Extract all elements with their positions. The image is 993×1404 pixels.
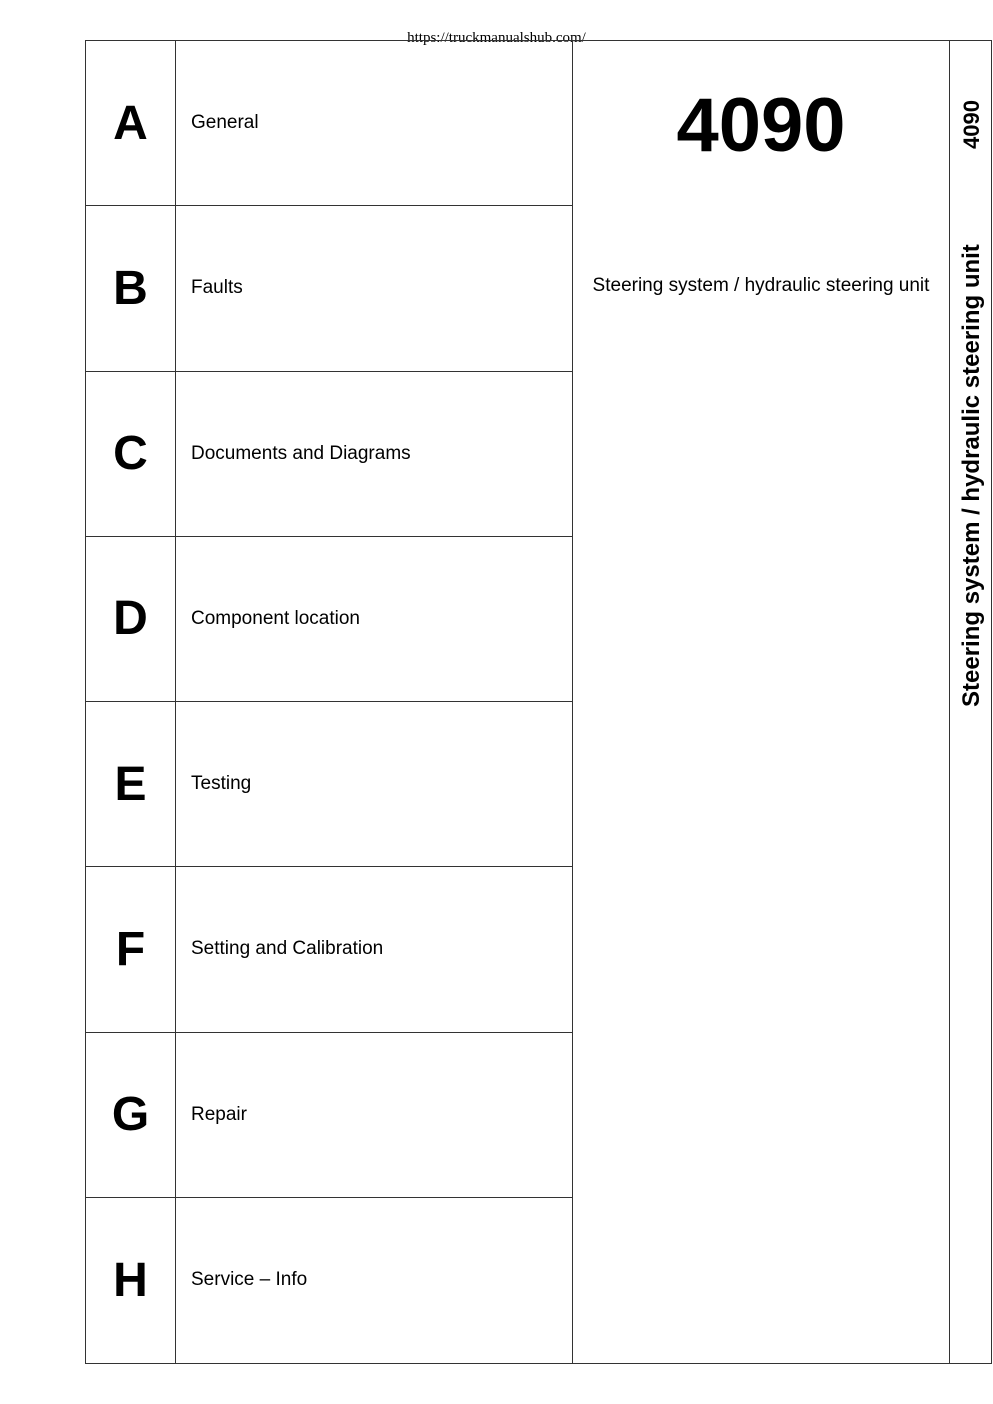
section-label-repair: Repair: [176, 1033, 572, 1198]
section-letter-e: E: [86, 702, 175, 867]
section-letter-b: B: [86, 206, 175, 371]
header-url[interactable]: https://truckmanualshub.com/: [407, 30, 586, 46]
section-label-component-location: Component location: [176, 537, 572, 702]
spine-column: [950, 41, 993, 1363]
section-letter-f: F: [86, 867, 175, 1032]
section-letter-a: A: [86, 41, 175, 206]
label-column: [176, 41, 573, 1363]
section-letter-d: D: [86, 537, 175, 702]
section-label-setting: Setting and Calibration: [176, 867, 572, 1032]
section-letter-c: C: [86, 372, 175, 537]
info-column: [573, 41, 950, 1363]
spine-code: 4090: [959, 100, 984, 150]
group-title: Steering system / hydraulic steering unit: [592, 275, 930, 296]
index-table: [85, 40, 992, 1364]
section-letter-h: H: [113, 1253, 148, 1307]
section-label-general: General: [176, 41, 572, 206]
section-label-faults: Faults: [176, 206, 572, 371]
spine-title: Steering system / hydraulic steering unit: [958, 244, 985, 707]
group-code: 4090: [676, 83, 846, 168]
letter-column: [86, 41, 176, 1363]
section-label-documents: Documents and Diagrams: [176, 372, 572, 537]
section-letter-g: G: [86, 1033, 175, 1198]
section-label-testing: Testing: [176, 702, 572, 867]
section-label-service-info: Service – Info: [191, 1269, 308, 1291]
